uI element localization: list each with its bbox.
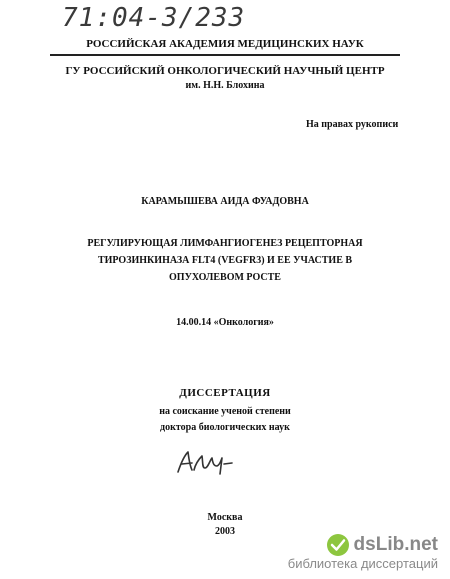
title-line: ОПУХОЛЕВОМ РОСТЕ — [169, 272, 281, 283]
title-line: ТИРОЗИНКИНАЗА FLT4 (VEGFR3) И ЕЕ УЧАСТИЕ В — [97, 255, 353, 266]
year: 2003 — [215, 526, 235, 537]
research-center-named-after: им. Н.Н. Блохина — [185, 80, 265, 91]
degree-statement — [0, 404, 450, 436]
handwritten-signature — [172, 446, 234, 478]
author-name: КАРАМЫШЕВА АИДА ФУАДОВНА — [141, 196, 309, 207]
dissertation-title — [0, 235, 450, 286]
manuscript-note: На правах рукописи — [306, 119, 399, 130]
title-line: РЕГУЛИРУЮЩАЯ ЛИМФАНГИОГЕНЕЗ РЕЦЕПТОРНАЯ — [87, 238, 363, 249]
handwritten-catalog-number: 71:04-3/233 — [62, 3, 246, 33]
header-divider — [50, 54, 400, 56]
watermark-site: dsLib.net — [353, 534, 438, 555]
watermark-subtitle: библиотека диссертаций — [287, 556, 438, 571]
dslib-logo-icon — [326, 533, 350, 557]
document-type: ДИССЕРТАЦИЯ — [179, 387, 271, 399]
research-center-name: ГУ РОССИЙСКИЙ ОНКОЛОГИЧЕСКИЙ НАУЧНЫЙ ЦЕНТР — [65, 65, 385, 77]
academy-name: РОССИЙСКАЯ АКАДЕМИЯ МЕДИЦИНСКИХ НАУК — [86, 38, 364, 50]
specialty-code: 14.00.14 «Онкология» — [176, 317, 274, 328]
city: Москва — [207, 512, 243, 523]
dslib-watermark[interactable] — [326, 533, 438, 557]
degree-line: на соискание ученой степени — [159, 406, 291, 417]
degree-line: доктора биологических наук — [160, 422, 290, 433]
